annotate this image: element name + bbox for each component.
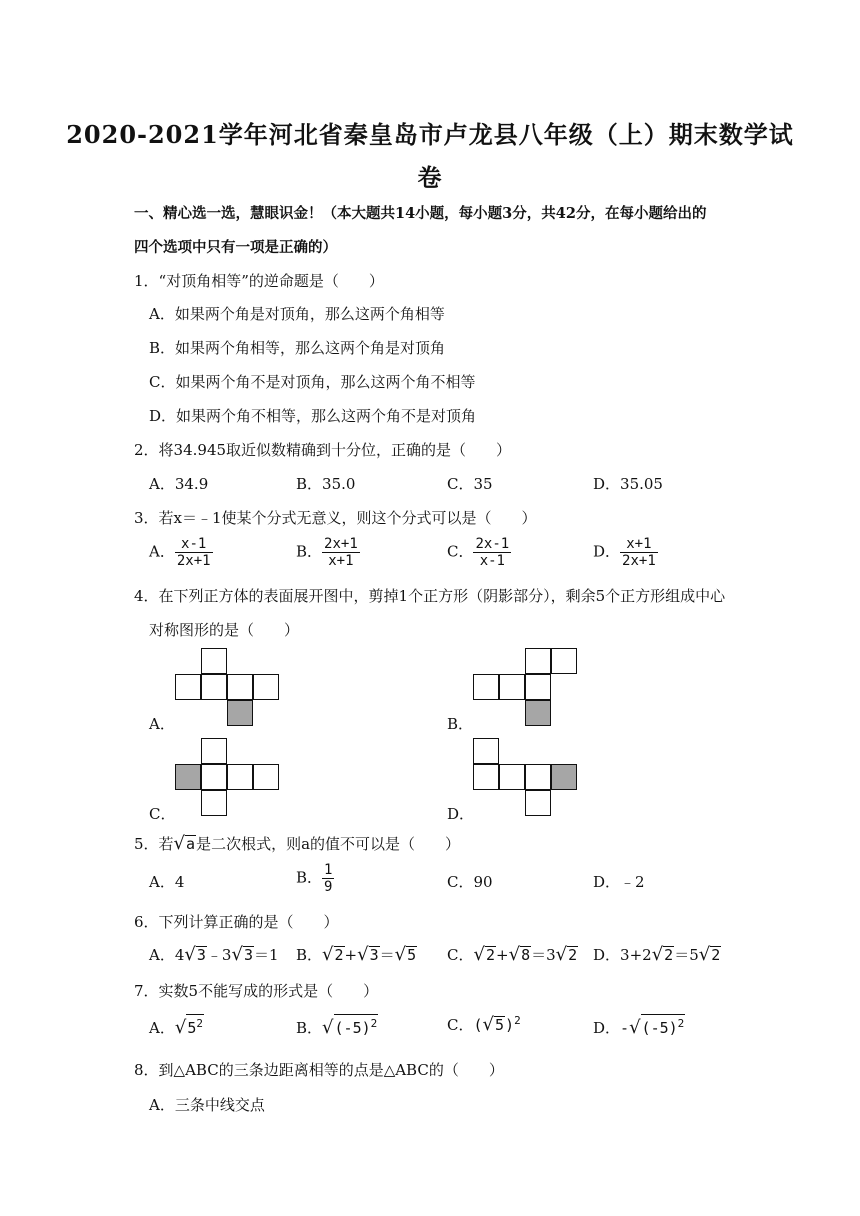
radical-sign: √	[555, 944, 568, 965]
operator: +	[496, 946, 509, 964]
option-a: A．如果两个角是对顶角，那么这两个角相等	[149, 305, 445, 323]
net-square	[175, 674, 201, 700]
coefficient: 4	[174, 946, 185, 964]
fraction	[322, 536, 360, 569]
stem-suffix: 是二次根式，则a的值不可以是（ ）	[196, 835, 461, 853]
net-square	[253, 674, 279, 700]
equals: ＝	[379, 946, 395, 964]
radical-sign: √	[508, 944, 521, 965]
radical-sign: √	[231, 944, 243, 965]
radicand: 2	[711, 946, 721, 964]
option-a: A．34.9	[149, 475, 209, 493]
option-b	[296, 536, 360, 569]
option-label: D．	[593, 542, 621, 561]
net-square	[227, 674, 253, 700]
option-d: D．35.05	[593, 475, 663, 493]
net-square	[201, 738, 227, 764]
base: (-5)	[641, 1019, 678, 1037]
radical-sign: √	[698, 944, 711, 965]
option-label: B．	[296, 1019, 323, 1037]
denominator: x+1	[328, 553, 354, 569]
exponent: 2	[370, 1017, 378, 1030]
option-a	[149, 536, 213, 569]
exponent: 2	[196, 1017, 203, 1030]
net-square	[525, 674, 551, 700]
radical-sign: √	[184, 944, 196, 965]
paren-open: (	[473, 1016, 483, 1034]
operator: ﹣3	[206, 946, 232, 964]
option-d	[593, 1014, 685, 1038]
numerator: x+1	[620, 536, 658, 553]
option-label: A．	[149, 946, 175, 964]
option-label: D．	[593, 1019, 621, 1037]
radicand: 2	[334, 946, 344, 964]
numerator: 1	[324, 862, 333, 878]
option-c: C．90	[447, 873, 493, 891]
radicand: 5	[495, 1016, 505, 1034]
paren-close: )	[505, 1016, 515, 1034]
option-c	[447, 1014, 521, 1035]
denominator: 9	[324, 879, 333, 895]
option-c	[447, 944, 578, 965]
option-label: A．	[149, 542, 175, 561]
radical-sign: √	[173, 833, 186, 854]
net-square	[499, 764, 525, 790]
fraction	[620, 536, 658, 569]
equals: ＝5	[674, 946, 699, 964]
net-square	[499, 674, 525, 700]
fraction	[473, 536, 511, 569]
exponent: 2	[514, 1014, 521, 1027]
net-square	[473, 764, 499, 790]
option-d	[593, 536, 658, 569]
radicand: 2	[485, 946, 495, 964]
option-b	[296, 862, 334, 895]
section-heading-line-1: 一、精心选一选，慧眼识金！（本大题共14小题，每小题3分，共42分，在每小题给出的	[134, 205, 707, 222]
option-d: D．﹣2	[593, 873, 645, 891]
radicand: 8	[521, 946, 531, 964]
option-b: B．35.0	[296, 475, 356, 493]
option-a-label: A．	[149, 715, 175, 733]
radical-sign: √	[629, 1017, 641, 1038]
option-d-label: D．	[447, 805, 475, 823]
option-label: A．	[149, 1019, 175, 1037]
radical-sign: √	[322, 944, 334, 965]
net-square	[201, 764, 227, 790]
option-label: B．	[296, 946, 323, 964]
option-b	[296, 944, 417, 965]
radical-sign: √	[651, 944, 664, 965]
radical-sign: √	[394, 944, 407, 965]
negative-sign: -	[620, 1019, 630, 1037]
net-square	[201, 648, 227, 674]
radicand: 3	[196, 946, 206, 964]
option-label: C．	[447, 542, 474, 561]
question-stem: 6．下列计算正确的是（ ）	[134, 913, 339, 931]
section-heading-line-2: 四个选项中只有一项是正确的）	[134, 239, 337, 256]
net-square	[201, 790, 227, 816]
result: ＝1	[253, 946, 279, 964]
base: (-5)	[334, 1019, 371, 1037]
question-stem: 8．到△ABC的三条边距离相等的点是△ABC的（ ）	[134, 1061, 504, 1079]
equals: ＝3	[531, 946, 556, 964]
denominator: 2x+1	[622, 553, 656, 569]
option-a	[149, 944, 279, 965]
stem-prefix: 5．若	[134, 835, 174, 853]
question-stem	[134, 833, 460, 854]
net-square	[525, 790, 551, 816]
net-square	[525, 648, 551, 674]
net-square	[253, 764, 279, 790]
radicand	[641, 1014, 686, 1037]
radical-sign: √	[357, 944, 369, 965]
radicand: a	[186, 835, 196, 853]
option-label: C．	[447, 946, 474, 964]
option-c-label: C．	[149, 805, 176, 823]
question-stem-line-1: 4．在下列正方体的表面展开图中，剪掉1个正方形（阴影部分），剩余5个正方形组成中心	[134, 587, 726, 605]
title-line-2: 卷	[417, 163, 443, 192]
radicand: 2	[664, 946, 674, 964]
radicand: 2	[568, 946, 578, 964]
radical-sign: √	[473, 944, 485, 965]
radical-sign: √	[482, 1014, 494, 1035]
base: 5	[187, 1019, 197, 1037]
option-a: A．三条中线交点	[149, 1096, 265, 1114]
shaded-square	[227, 700, 253, 726]
radical-sign: √	[322, 1017, 334, 1038]
net-square	[201, 674, 227, 700]
exponent: 2	[677, 1017, 685, 1030]
question-stem-line-2: 对称图形的是（ ）	[149, 621, 300, 639]
question-stem: 2．将34.945取近似数精确到十分位，正确的是（ ）	[134, 441, 512, 459]
radicand	[186, 1014, 204, 1037]
option-b: B．如果两个角相等，那么这两个角是对顶角	[149, 339, 446, 357]
radicand: 5	[407, 946, 417, 964]
fraction	[175, 536, 213, 569]
numerator: 2x+1	[324, 536, 358, 552]
net-square	[227, 764, 253, 790]
option-d: D．如果两个角不相等，那么这两个角不是对顶角	[149, 407, 477, 425]
option-b-label: B．	[447, 715, 474, 733]
question-stem: 1．“对顶角相等”的逆命题是（ ）	[134, 272, 384, 290]
denominator: 2x+1	[176, 553, 211, 569]
option-label: C．	[447, 1016, 474, 1034]
radicand: 3	[243, 946, 253, 964]
option-b	[296, 1014, 378, 1038]
net-square	[473, 674, 499, 700]
numerator: 2x-1	[475, 536, 510, 552]
radical-sign: √	[174, 1017, 187, 1038]
option-label: B．	[296, 542, 323, 561]
option-label: D．	[593, 946, 621, 964]
radicand	[334, 1014, 379, 1037]
option-label: B．	[296, 868, 323, 887]
option-a	[149, 1014, 204, 1038]
option-d	[593, 944, 721, 965]
shaded-square	[525, 700, 551, 726]
numerator: x-1	[175, 536, 213, 553]
net-square	[473, 738, 499, 764]
fraction	[322, 862, 334, 895]
question-stem: 7．实数5不能写成的形式是（ ）	[134, 982, 379, 1000]
option-c: C．如果两个角不是对顶角，那么这两个角不相等	[149, 373, 476, 391]
radicand: 3	[369, 946, 379, 964]
denominator: x-1	[479, 553, 505, 569]
question-stem: 3．若x＝﹣1使某个分式无意义，则这个分式可以是（ ）	[134, 509, 537, 527]
net-square	[551, 648, 577, 674]
net-square	[525, 764, 551, 790]
option-c: C．35	[447, 475, 493, 493]
operator: +	[344, 946, 358, 964]
option-c	[447, 536, 511, 569]
shaded-square	[551, 764, 577, 790]
expression: 3+2	[620, 946, 652, 964]
shaded-square	[175, 764, 201, 790]
title-line-1: 2020-2021学年河北省秦皇岛市卢龙县八年级（上）期末数学试	[66, 120, 794, 149]
option-a: A．4	[149, 873, 185, 891]
